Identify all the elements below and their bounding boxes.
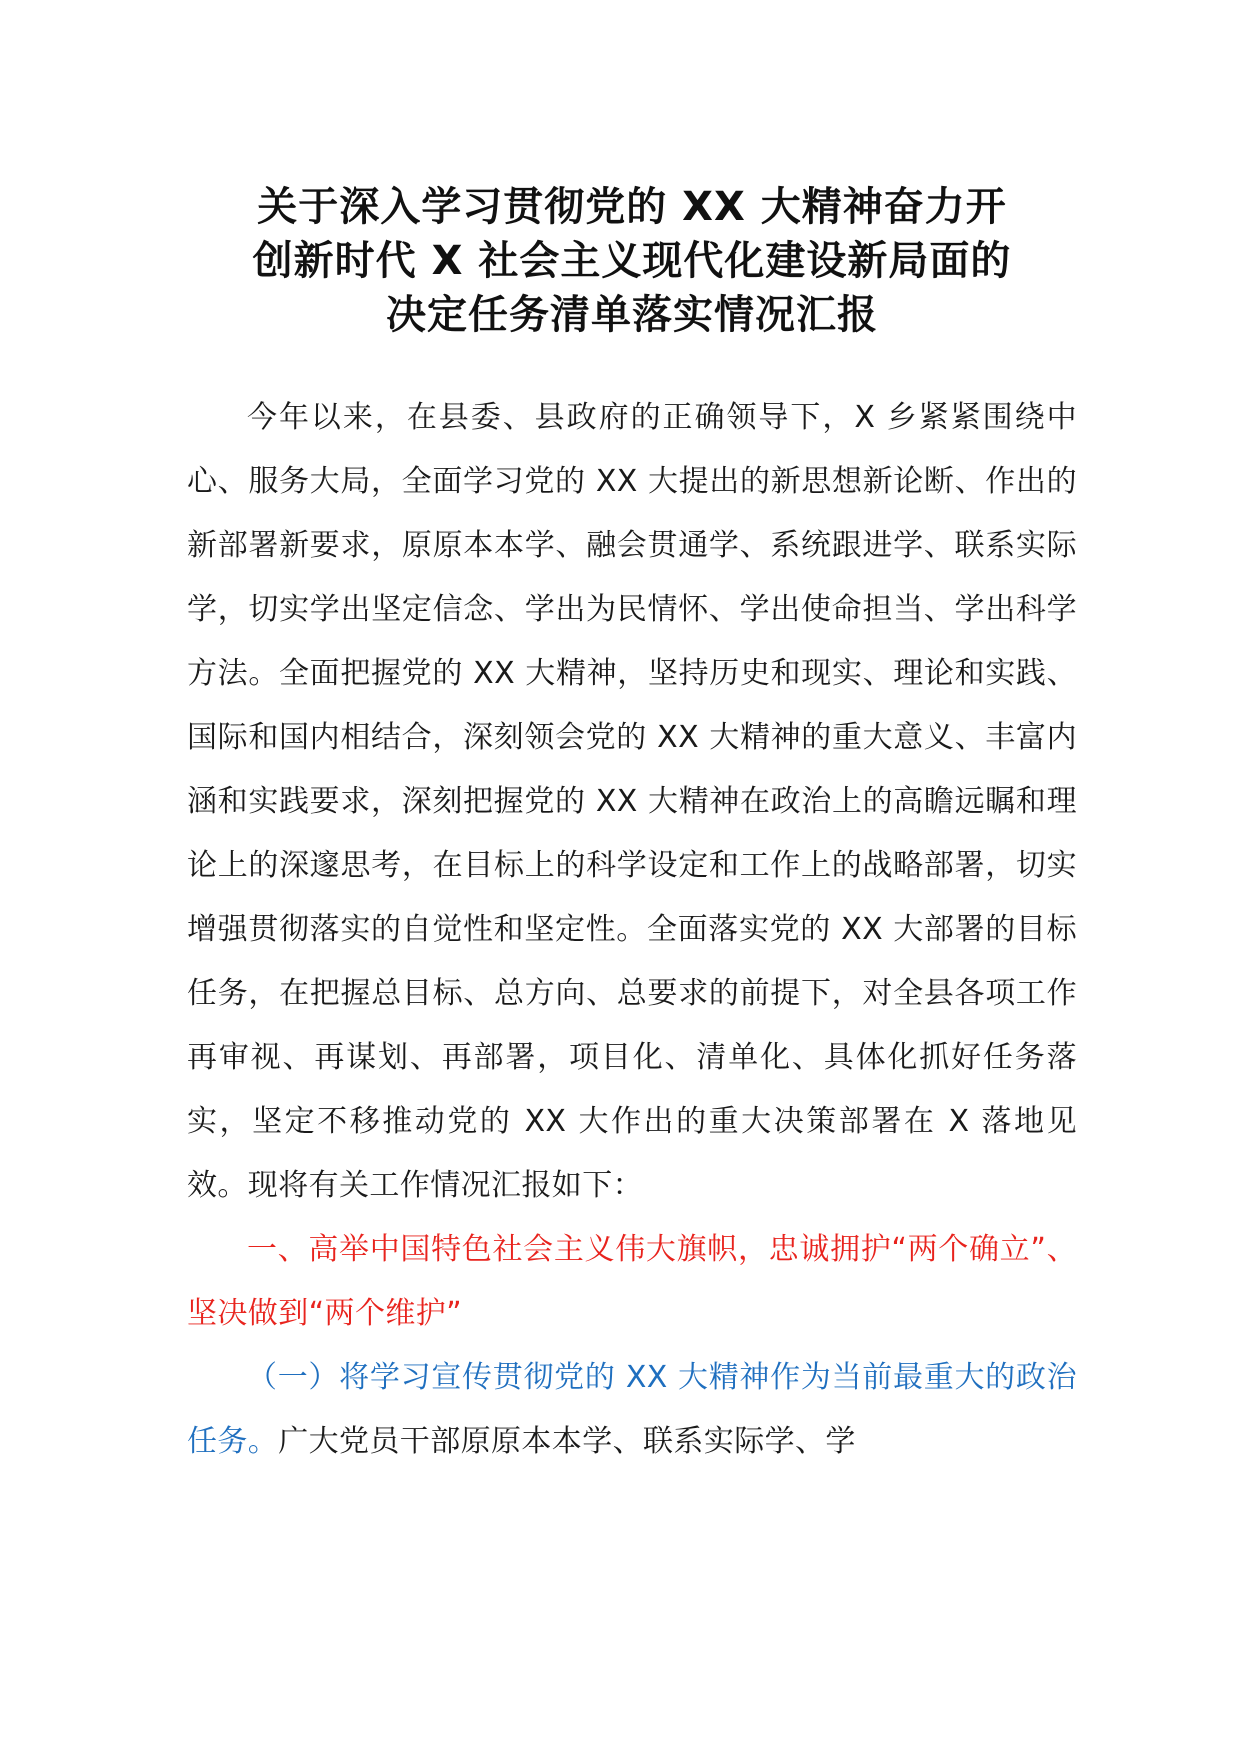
title-line-2: 创新时代 X 社会主义现代化建设新局面的 [252, 238, 1012, 284]
subsection-1-text: 广大党员干部原原本本学、联系实际学、学 [278, 1424, 856, 1459]
document-body [187, 386, 1077, 1474]
intro-paragraph: 今年以来，在县委、县政府的正确领导下，X 乡紧紧围绕中心、服务大局，全面学习党的 XX 大提出的新思想新论断、作出的新部署新要求，原原本本学、融会贯通学、系统跟进学、联系实际学，切实学出坚定信念、学出为民情怀、学出使命担当、学出科学方法。全面把握党的 XX 大精神，坚持历史和现实、理论和实践、国际和国内相结合，深刻领会党的 XX 大精神的重大意义、丰富内涵和实践要求，深刻把握党的 XX 大精神在政治上的高瞻远瞩和理论上的深邃思考，在目标上的科学设定和工作上的战略部署，切实增强贯彻落实的自觉性和坚定性。全面落实党的 XX 大部署的目标任务，在把握总目标、总方向、总要求的前提下，对全县各项工作再审视、再谋划、再部署，项目化、清单化、具体化抓好任务落实，坚定不移推动党的 XX 大作出的重大决策部署在 X 落地见效。现将有关工作情况汇报如下： [187, 400, 1077, 1203]
subsection-1-heading: （一）将学习宣传贯彻党的 XX 大精神作为当前最重大的政治任务。 [187, 1360, 1077, 1459]
section-1-heading: 一、高举中国特色社会主义伟大旗帜，忠诚拥护“两个确立”、坚决做到“两个维护” [187, 1232, 1077, 1331]
title-line-1: 关于深入学习贯彻党的 XX 大精神奋力开 [257, 184, 1007, 230]
document-title [187, 180, 1077, 342]
title-line-3: 决定任务清单落实情况汇报 [386, 292, 878, 338]
subsection-1-paragraph [187, 1346, 1077, 1474]
document-page [187, 180, 1077, 1474]
